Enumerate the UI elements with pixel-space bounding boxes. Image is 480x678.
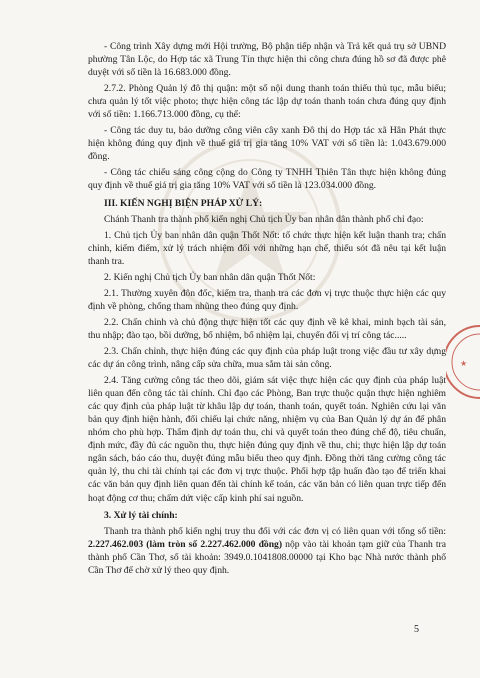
text-segment: Thanh tra thành phố kiến nghị truy thu đối với các đơn vị có liên quan với tổng số tiền: bbox=[104, 525, 446, 537]
red-seal-stamp bbox=[446, 322, 480, 402]
paragraph: 2.1. Thường xuyên đôn đốc, kiểm tra, thanh tra các đơn vị trực thuộc thực hiện các quy định về phòng, chống tham nhũng theo đúng quy định. bbox=[88, 287, 446, 312]
paragraph: - Công tác chiếu sáng công cộng do Công ty TNHH Thiên Tân thực hiện không đúng quy định về thuế giá trị gia tăng 10% VAT với số tiền là 123.034.000 đồng. bbox=[88, 167, 446, 192]
paragraph: - Công trình Xây dựng mới Hội trường, Bộ phận tiếp nhận và Trả kết quả trụ sở UBND phường Tân Lộc, do Hợp tác xã Trung Tín thực hiện thi công chưa đúng hồ sơ đã được phê duyệt với số tiền là 16.683.000 đồng. bbox=[88, 41, 446, 79]
text-segment: nộp vào tài khoản tạm giữ của Thanh tra thành phố Cần Thơ, số tài khoản: 3949.0.1041808.00000 tại Kho bạc Nhà nước thành phố Cần Thơ để chờ xử lý theo quy định. bbox=[88, 538, 447, 576]
paragraph-financial bbox=[88, 525, 446, 577]
svg-text:★: ★ bbox=[460, 359, 468, 368]
paragraph: 2.4. Tăng cường công tác theo dõi, giám sát việc thực hiện các quy định của pháp luật liên quan đến công tác tài chính. Chỉ đạo các Phòng, Ban trực thuộc quận thực hiện nghiêm các quy định của pháp luật từ khâu lập dự toán, thanh toán, quyết toán. Nghiên cứu lại văn bản quy định hiện hành, đối chiếu lại chức năng, nhiệm vụ của Ban Quản lý dự án để phân nhóm cho phù hợp. Thẩm định dự toán thu, chi và quyết toán theo đúng chế độ, tiêu chuẩn, định mức, đầy đủ các nguồn thu, thực hiện đúng quy định về thu, chi; thực hiện lập dự toán ngân sách, báo cáo thu, duyệt đúng mẫu biểu theo quy định. Đồng thời tăng cường công tác quản lý, thu chi tài chính tại các đơn vị trực thuộc. Phối hợp tập huấn đào tạo để triển khai các văn bản quy định liên quan đến tài chính kế toán, các văn bản có liên quan trực tiếp đến hoạt động cơ thu; chấm dứt việc cấp kinh phí sai nguồn. bbox=[88, 375, 446, 504]
paragraph: Chánh Thanh tra thành phố kiến nghị Chủ tịch Ủy ban nhân dân thành phố chỉ đạo: bbox=[104, 213, 424, 225]
page-number: 5 bbox=[414, 624, 419, 635]
paragraph: - Công tác duy tu, bảo dưỡng công viên cây xanh Đô thị do Hợp tác xã Hân Phát thực hiện không đúng quy định về thuế giá trị gia tăng 10% VAT với số tiền là: 1.043.679.000 đồng. bbox=[88, 125, 446, 163]
paragraph: 2.7.2. Phòng Quản lý đô thị quận: một số nội dung thanh toán thiếu thủ tục, mẫu biểu; chưa quản lý tốt việc photo; thực hiện công tác lập dự toán thanh toán chưa đúng quy định với số tiền: 1.166.713.000 đồng, cụ thể: bbox=[88, 83, 446, 121]
paragraph: 2. Kiến nghị Chủ tịch Ủy ban nhân dân quận Thốt Nốt: bbox=[104, 271, 316, 283]
section-heading: III. KIẾN NGHỊ BIỆN PHÁP XỬ LÝ: bbox=[104, 197, 263, 209]
total-amount: 2.227.462.003 (làm tròn số 2.227.462.000 đồng) bbox=[88, 538, 283, 550]
paragraph: 2.2. Chấn chỉnh và chủ động thực hiện tốt các quy định về kê khai, minh bạch tài sản, thu nhập; đào tạo, bồi dưỡng, bổ nhiệm, bổ nhiệm lại, chuyển đổi vị trí công tác..... bbox=[88, 316, 446, 341]
document-body bbox=[88, 40, 446, 580]
paragraph: 1. Chủ tịch Ủy ban nhân dân quận Thốt Nốt: tổ chức thực hiện kết luận thanh tra; chấn chỉnh, kiểm điểm, xử lý trách nhiệm đối với những hạn chế, thiếu sót đã nêu tại kết luận thanh tra. bbox=[88, 229, 446, 267]
subsection-heading: 3. Xử lý tài chính: bbox=[104, 509, 178, 521]
paragraph: 2.3. Chấn chỉnh, thực hiện đúng các quy định của pháp luật trong việc đầu tư xây dựng các dự án công trình, nâng cấp sửa chữa, mua sắm tài sản công. bbox=[88, 345, 446, 371]
